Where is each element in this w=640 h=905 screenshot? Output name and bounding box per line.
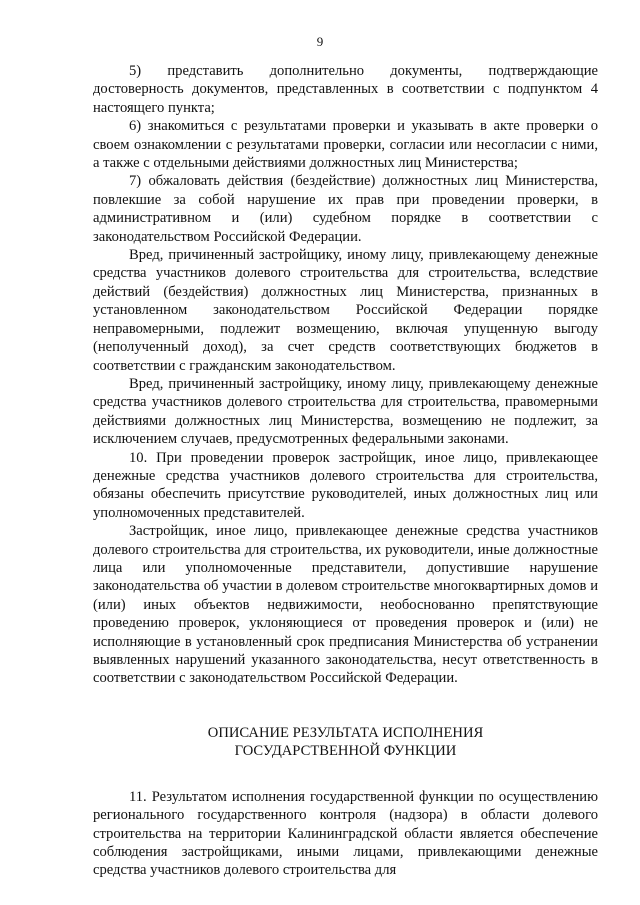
paragraph-item-7: 7) обжаловать действия (бездействие) должностных лиц Министерства, повлекшие за собой нарушение их прав при проведении проверки, в административном и (или) судебном порядке в соответствии с законодательством Российской Федерации. (93, 173, 598, 245)
paragraph-clause-11: 11. Результатом исполнения государственной функции по осуществлению регионального государственного контроля (надзора) в области долевого строительства на территории Калининградской области является обеспечение соблюдения застройщиками, иными лицами, привлекающими денежные средства участников долевого строительства для (93, 788, 598, 879)
section-heading-line-2: ГОСУДАРСТВЕННОЙ ФУНКЦИИ (234, 742, 457, 759)
paragraph-liability: Застройщик, иное лицо, привлекающее денежные средства участников долевого строительства для строительства, их руководители, иные должностные лица или уполномоченные представители, допустившие нарушение законодательства об участии в долевом строительстве многоквартирных домов и (или) иных объектов недвижимости, необоснованно препятствующие проведению проверок, уклоняющиеся от проведения проверок и (или) не исполняющие в установленный срок предписания Министерства об устранении выявленных нарушений указанного законодательства, несут ответственность в соответствии с законодательством Российской Федерации. (93, 523, 598, 687)
paragraph-damage-lawful: Вред, причиненный застройщику, иному лицу, привлекающему денежные средства участников долевого строительства для строительства, правомерными действиями должностных лиц Министерства, возмещению не подлежит, за исключением случаев, предусмотренных федеральными законами. (93, 375, 598, 448)
paragraph-damage-unlawful: Вред, причиненный застройщику, иному лицу, привлекающему денежные средства участников долевого строительства для строительства, вследствие действий (бездействия) должностных лиц Министерства, признанных в установленном законодательством Российской Федерации порядке неправомерными, подлежит возмещению, включая упущенную выгоду (неполученный доход), за счет средств соответствующих бюджетов в соответствии с гражданским законодательством. (93, 247, 598, 374)
section-heading-line-1: ОПИСАНИЕ РЕЗУЛЬТАТА ИСПОЛНЕНИЯ (207, 724, 484, 741)
paragraph-item-5: 5) представить дополнительно документы, подтверждающие достоверность документов, представленных в соответствии с подпунктом 4 настоящего пункта; (93, 63, 598, 116)
section-heading (93, 724, 598, 760)
document-body (93, 62, 598, 880)
paragraph-item-6: 6) знакомиться с результатами проверки и указывать в акте проверки о своем ознакомлении с результатами проверки, согласии или несогласии с ними, а также с отдельными действиями должностных лиц Министерства; (93, 118, 598, 172)
paragraph-clause-10: 10. При проведении проверок застройщик, иное лицо, привлекающее денежные средства участников долевого строительства для строительства, обязаны обеспечить присутствие руководителей, иных должностных лиц или уполномоченных представителей. (93, 449, 598, 521)
page-number: 9 (316, 34, 324, 49)
